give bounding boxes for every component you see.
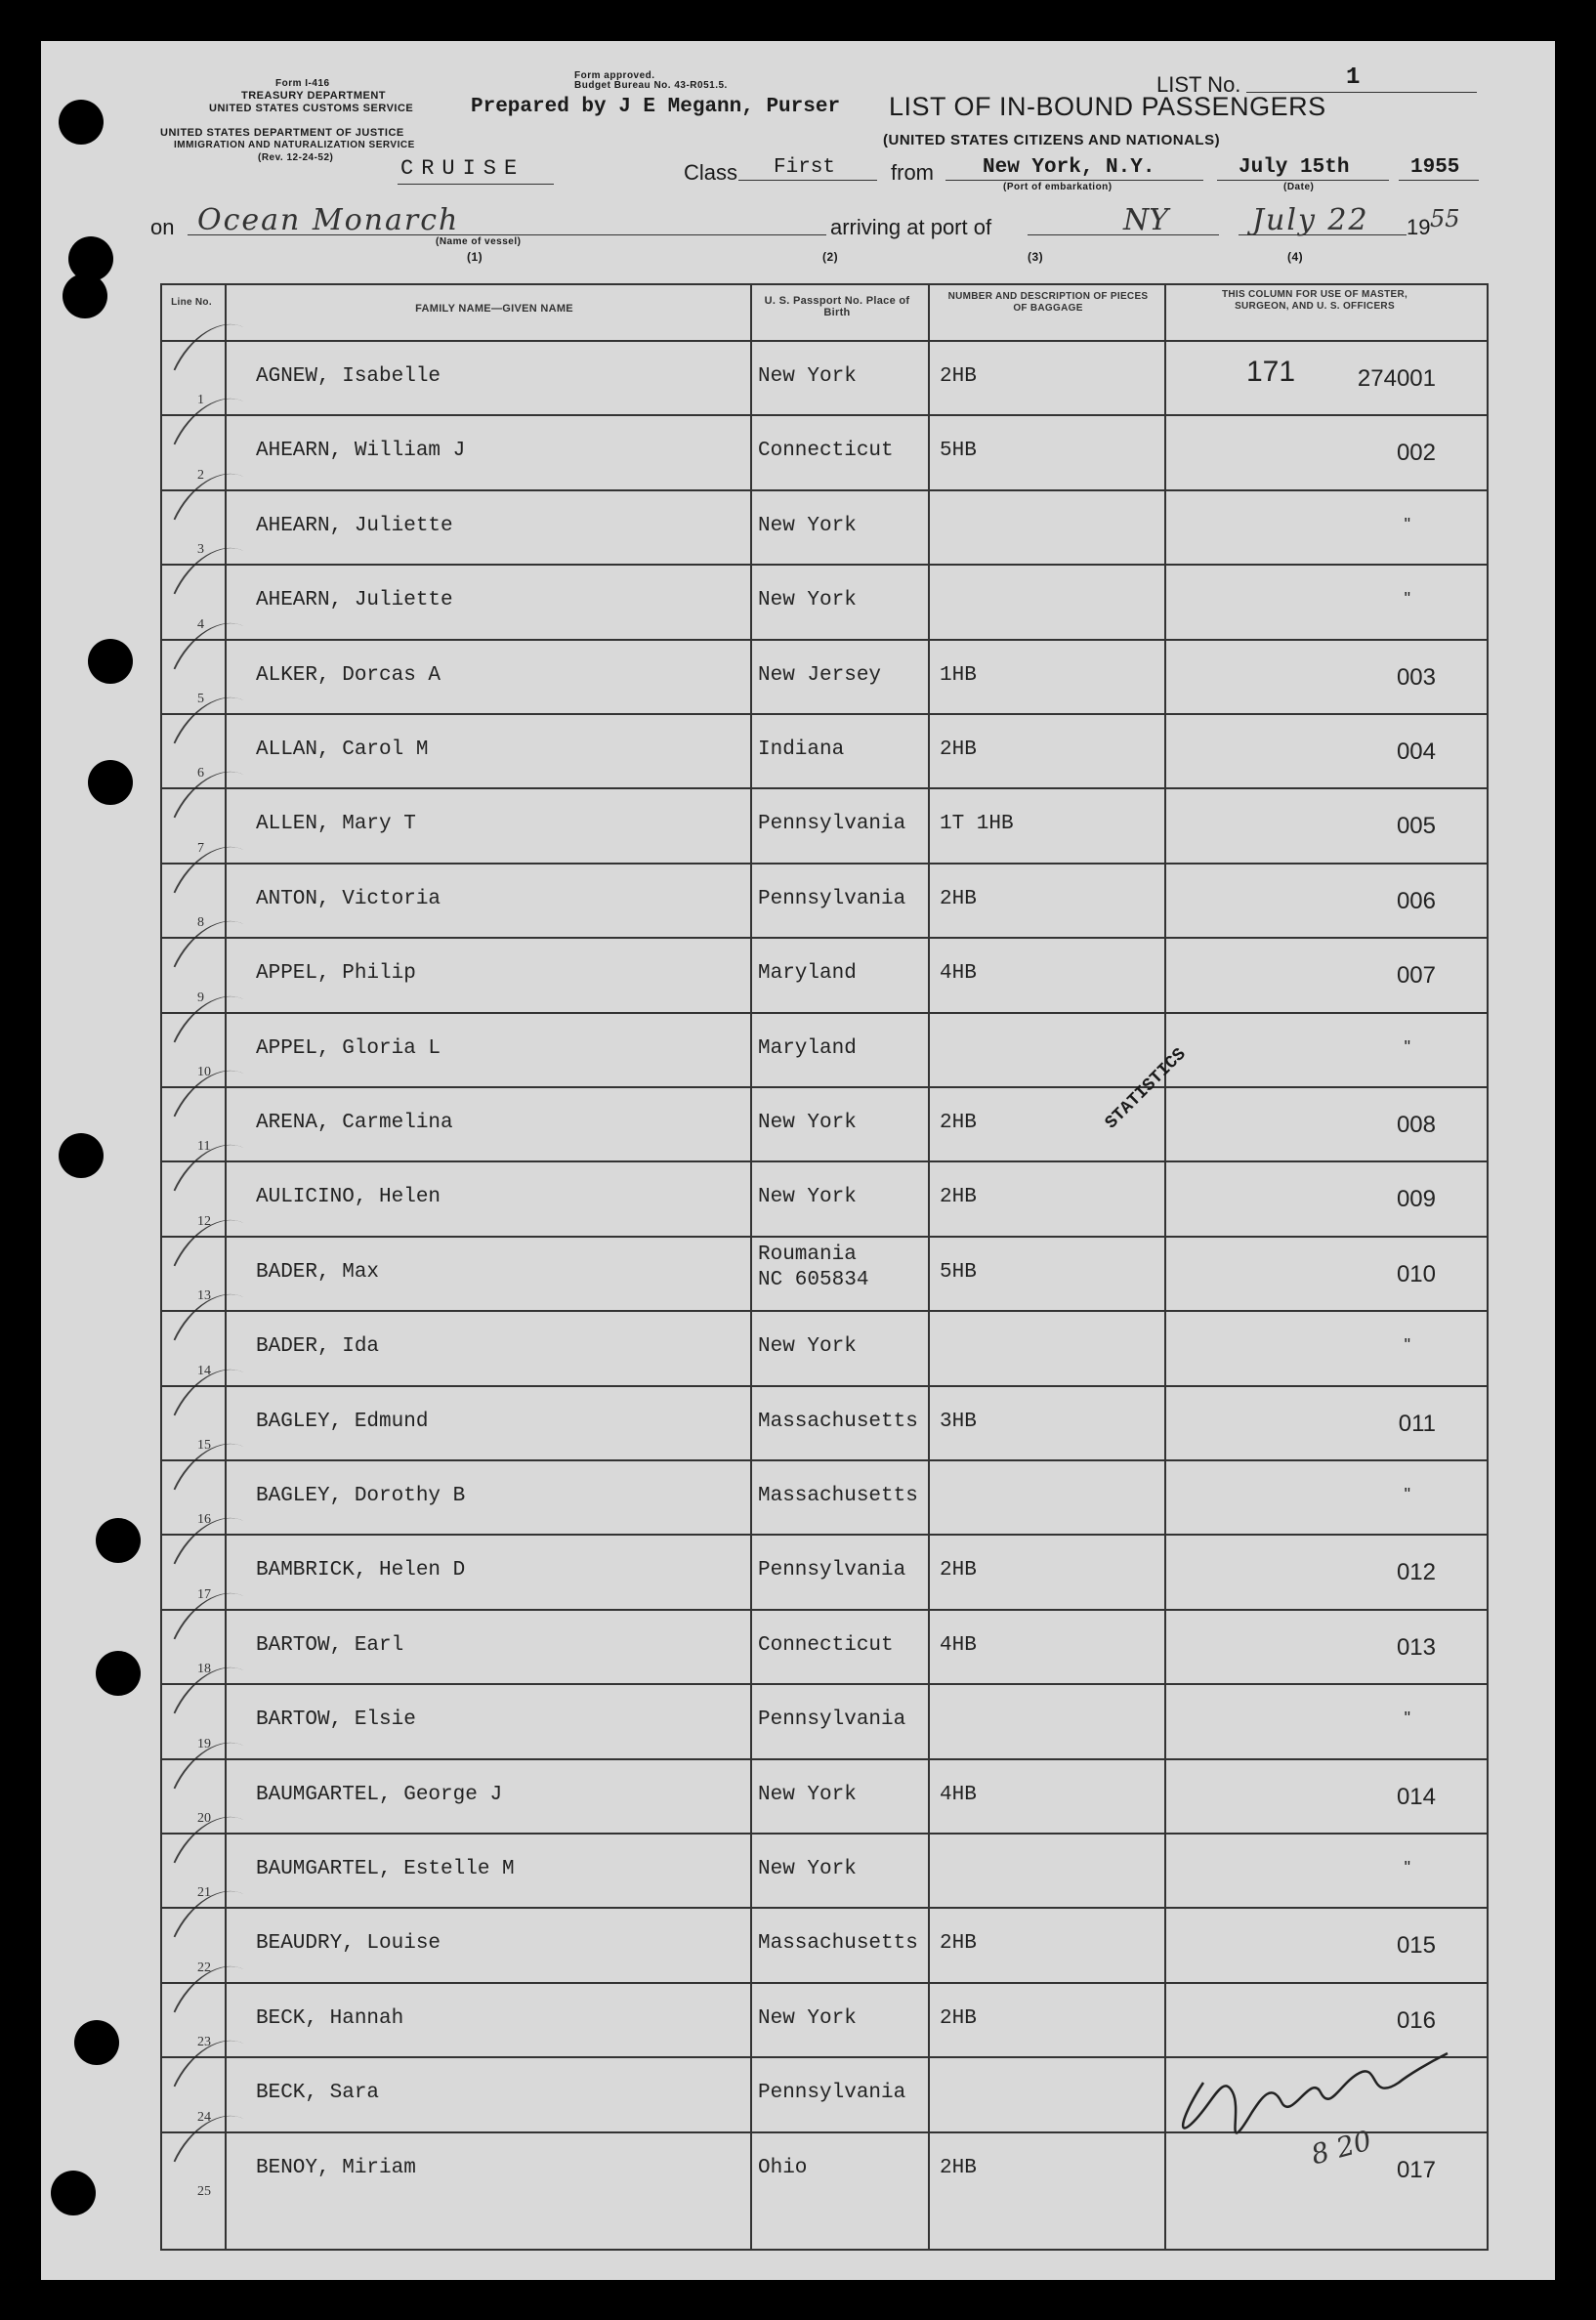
passenger-name: AHEARN, Juliette xyxy=(256,589,453,612)
passenger-name: BENOY, Miriam xyxy=(256,2156,416,2179)
passenger-name: AGNEW, Isabelle xyxy=(256,365,441,388)
table-row xyxy=(162,1236,1487,1310)
form-id: Form I-416 xyxy=(275,78,330,89)
officer-prefix: 171 xyxy=(1246,356,1296,388)
line-number: 8 xyxy=(197,915,204,931)
vessel-name-handwritten: Ocean Monarch xyxy=(197,203,460,237)
budget-bureau: Budget Bureau No. 43-R051.5. xyxy=(574,80,728,91)
header-officers: THIS COLUMN FOR USE OF MASTER, SURGEON, AND U. S. OFFICERS xyxy=(1221,289,1408,312)
officer-number: 016 xyxy=(1396,2006,1436,2034)
table-row xyxy=(162,1534,1487,1608)
passenger-name: APPEL, Philip xyxy=(256,962,416,986)
officer-number: 010 xyxy=(1396,1260,1436,1287)
passenger-table xyxy=(160,283,1489,2251)
line-number: 7 xyxy=(197,840,204,856)
line-number: 3 xyxy=(197,542,204,558)
table-row xyxy=(162,937,1487,1011)
baggage: 2HB xyxy=(940,1559,977,1582)
binder-hole xyxy=(59,1133,104,1178)
baggage: 2HB xyxy=(940,1932,977,1956)
passenger-name: BAGLEY, Dorothy B xyxy=(256,1485,466,1507)
table-row xyxy=(162,564,1487,638)
baggage: 2HB xyxy=(940,887,977,910)
passenger-name: ALLAN, Carol M xyxy=(256,738,429,761)
baggage: 2HB xyxy=(940,2006,977,2030)
header-baggage: NUMBER AND DESCRIPTION OF PIECES OF BAGGAGE xyxy=(947,291,1149,314)
line-number: 21 xyxy=(197,1885,211,1901)
officer-number: " xyxy=(1404,1036,1410,1057)
check-mark xyxy=(173,308,244,390)
baggage: 5HB xyxy=(940,1260,977,1284)
table-row xyxy=(162,787,1487,862)
officer-number: " xyxy=(1404,589,1410,610)
place-of-birth: Indiana xyxy=(758,738,845,761)
revision-date: (Rev. 12-24-52) xyxy=(258,152,334,163)
line-number: 18 xyxy=(197,1662,211,1677)
place-of-birth: Ohio xyxy=(758,2156,808,2179)
table-row xyxy=(162,1907,1487,1981)
officer-number: 274001 xyxy=(1357,365,1436,392)
officer-number: " xyxy=(1404,1858,1410,1877)
place-of-birth: Maryland xyxy=(758,1036,857,1060)
passenger-name: ALKER, Dorcas A xyxy=(256,663,441,687)
embark-port-value: New York, N.Y. xyxy=(983,156,1155,179)
place-of-birth: New York xyxy=(758,1112,857,1134)
arrival-year-handwritten: 55 xyxy=(1430,205,1460,232)
line-number: 1 xyxy=(197,393,204,408)
header-line-no: Line No. xyxy=(171,297,212,308)
baggage: 4HB xyxy=(940,1783,977,1806)
from-label: from xyxy=(891,160,934,185)
place-of-birth: Connecticut xyxy=(758,1633,894,1657)
line-number: 19 xyxy=(197,1736,211,1751)
passenger-name: BARTOW, Earl xyxy=(256,1633,404,1657)
place-of-birth: Massachusetts xyxy=(758,1485,918,1507)
officer-number: " xyxy=(1404,514,1410,534)
col-3-label: (3) xyxy=(1028,250,1044,264)
officer-number: 009 xyxy=(1396,1186,1436,1213)
binder-hole xyxy=(88,639,133,684)
officer-number: " xyxy=(1404,1708,1410,1729)
line-number: 9 xyxy=(197,990,204,1005)
line-number: 11 xyxy=(197,1139,211,1155)
baggage: 1HB xyxy=(940,663,977,687)
binder-hole xyxy=(88,760,133,805)
table-row xyxy=(162,1683,1487,1757)
line-number: 25 xyxy=(197,2183,211,2199)
statistics-stamp: STATISTICS xyxy=(1102,1044,1191,1134)
line-number: 14 xyxy=(197,1363,211,1378)
place-of-birth: Connecticut xyxy=(758,440,894,463)
place-of-birth: Pennsylvania xyxy=(758,813,906,836)
table-row xyxy=(162,1609,1487,1683)
passenger-name: AHEARN, Juliette xyxy=(256,514,453,537)
place-of-birth: New York xyxy=(758,365,857,388)
baggage: 4HB xyxy=(940,962,977,986)
place-of-birth: New York xyxy=(758,589,857,612)
binder-hole xyxy=(63,274,107,318)
line-number: 16 xyxy=(197,1512,211,1528)
arrival-port-handwritten: NY xyxy=(1123,203,1169,237)
officer-number: 014 xyxy=(1396,1783,1436,1810)
officer-number: 006 xyxy=(1396,887,1436,914)
binder-hole xyxy=(59,100,104,145)
class-label: Class xyxy=(684,160,738,185)
table-row xyxy=(162,1459,1487,1534)
line-number: 15 xyxy=(197,1437,211,1453)
passenger-name: ALLEN, Mary T xyxy=(256,813,416,836)
list-subtitle: (UNITED STATES CITIZENS AND NATIONALS) xyxy=(883,132,1221,148)
passenger-name: AULICINO, Helen xyxy=(256,1186,441,1209)
officer-number: 012 xyxy=(1396,1559,1436,1586)
place-of-birth: Roumania xyxy=(758,1243,857,1266)
passport-number: NC 605834 xyxy=(758,1268,869,1291)
table-row xyxy=(162,1758,1487,1833)
table-row xyxy=(162,1012,1487,1086)
officer-number: 011 xyxy=(1398,1410,1436,1437)
officer-number: 004 xyxy=(1396,738,1436,765)
header-passport: U. S. Passport No. Place of Birth xyxy=(764,295,910,318)
table-row xyxy=(162,414,1487,488)
line-number: 12 xyxy=(197,1213,211,1229)
table-row xyxy=(162,713,1487,787)
table-row xyxy=(162,639,1487,713)
table-row xyxy=(162,340,1487,414)
place-of-birth: New York xyxy=(758,1858,857,1880)
passenger-name: BAMBRICK, Helen D xyxy=(256,1559,466,1582)
passenger-name: ARENA, Carmelina xyxy=(256,1112,453,1134)
officer-number: 015 xyxy=(1396,1932,1436,1960)
passenger-name: BECK, Hannah xyxy=(256,2006,404,2030)
on-label: on xyxy=(150,215,175,239)
place-of-birth: New Jersey xyxy=(758,663,882,687)
line-number: 23 xyxy=(197,2035,211,2050)
document-page xyxy=(41,41,1555,2280)
table-row xyxy=(162,1385,1487,1459)
table-row xyxy=(162,1160,1487,1235)
embark-year-value: 1955 xyxy=(1410,156,1460,179)
list-no-value: 1 xyxy=(1346,64,1361,91)
place-of-birth: New York xyxy=(758,514,857,537)
place-of-birth: Massachusetts xyxy=(758,1410,918,1433)
baggage: 2HB xyxy=(940,1186,977,1209)
passenger-name: AHEARN, William J xyxy=(256,440,466,463)
passenger-name: BEAUDRY, Louise xyxy=(256,1932,441,1956)
line-number: 13 xyxy=(197,1288,211,1304)
place-of-birth: Pennsylvania xyxy=(758,1559,906,1582)
baggage: 3HB xyxy=(940,1410,977,1433)
baggage: 2HB xyxy=(940,365,977,388)
place-of-birth: Pennsylvania xyxy=(758,2082,906,2105)
treasury-dept: TREASURY DEPARTMENT xyxy=(241,90,387,102)
passenger-name: BAUMGARTEL, Estelle M xyxy=(256,1858,515,1880)
officer-number: 005 xyxy=(1396,813,1436,840)
line-number: 17 xyxy=(197,1586,211,1602)
officer-number: 007 xyxy=(1396,962,1436,990)
handwritten-signature xyxy=(1164,2004,1457,2200)
passenger-name: ANTON, Victoria xyxy=(256,887,441,910)
arrival-year-prefix: 19 xyxy=(1407,215,1431,239)
place-of-birth: Pennsylvania xyxy=(758,887,906,910)
officer-number: 013 xyxy=(1396,1633,1436,1661)
place-of-birth: New York xyxy=(758,1186,857,1209)
officer-number: 017 xyxy=(1396,2156,1436,2183)
col-1-label: (1) xyxy=(467,250,483,264)
customs-service: UNITED STATES CUSTOMS SERVICE xyxy=(209,103,414,114)
line-number: 22 xyxy=(197,1960,211,1975)
line-number: 10 xyxy=(197,1064,211,1079)
cruise-label: CRUISE xyxy=(400,156,525,181)
binder-hole xyxy=(96,1518,141,1563)
class-value: First xyxy=(774,156,836,179)
line-number: 5 xyxy=(197,691,204,706)
table-row xyxy=(162,1833,1487,1907)
officer-number: " xyxy=(1404,1485,1410,1504)
passenger-name: BADER, Max xyxy=(256,1260,380,1284)
baggage: 1T 1HB xyxy=(940,813,1014,836)
line-number: 2 xyxy=(197,467,204,483)
line-number: 4 xyxy=(197,616,204,632)
place-of-birth: Massachusetts xyxy=(758,1932,918,1956)
list-no-label: LIST No. xyxy=(1156,72,1241,97)
binder-hole xyxy=(96,1651,141,1696)
table-row xyxy=(162,489,1487,564)
handwritten-note: 8 20 xyxy=(1307,2124,1375,2172)
officer-number: 002 xyxy=(1396,440,1436,467)
port-of-embarkation-label: (Port of embarkation) xyxy=(1003,182,1113,192)
ins-service: IMMIGRATION AND NATURALIZATION SERVICE xyxy=(174,140,415,150)
passenger-name: BARTOW, Elsie xyxy=(256,1708,416,1732)
baggage: 5HB xyxy=(940,440,977,463)
col-4-label: (4) xyxy=(1287,250,1304,264)
list-title: LIST OF IN-BOUND PASSENGERS xyxy=(889,92,1326,121)
binder-hole xyxy=(51,2171,96,2215)
passenger-name: BAUMGARTEL, George J xyxy=(256,1783,503,1806)
line-number: 20 xyxy=(197,1810,211,1826)
col-2-label: (2) xyxy=(822,250,839,264)
vessel-name-label: (Name of vessel) xyxy=(436,236,522,247)
baggage: 2HB xyxy=(940,2156,977,2179)
officer-number: " xyxy=(1404,1335,1410,1356)
table-row xyxy=(162,863,1487,937)
passenger-name: BECK, Sara xyxy=(256,2082,380,2105)
justice-dept: UNITED STATES DEPARTMENT OF JUSTICE xyxy=(160,127,404,139)
place-of-birth: Maryland xyxy=(758,962,857,986)
table-row xyxy=(162,1310,1487,1384)
passenger-name: BADER, Ida xyxy=(256,1335,380,1359)
place-of-birth: New York xyxy=(758,2006,857,2030)
passenger-name: BAGLEY, Edmund xyxy=(256,1410,429,1433)
arriving-label: arriving at port of xyxy=(830,215,992,239)
line-number: 24 xyxy=(197,2109,211,2125)
officer-number: 008 xyxy=(1396,1112,1436,1138)
baggage: 2HB xyxy=(940,1112,977,1134)
prepared-by: Prepared by J E Megann, Purser xyxy=(471,96,841,118)
officer-number: 003 xyxy=(1396,663,1436,691)
arrival-date-handwritten: July 22 xyxy=(1252,203,1369,237)
form-approved: Form approved. xyxy=(574,70,655,81)
binder-hole xyxy=(74,2020,119,2065)
place-of-birth: Pennsylvania xyxy=(758,1708,906,1732)
passenger-name: APPEL, Gloria L xyxy=(256,1036,441,1060)
baggage: 4HB xyxy=(940,1633,977,1657)
date-label: (Date) xyxy=(1283,182,1315,192)
place-of-birth: New York xyxy=(758,1335,857,1359)
header-name: FAMILY NAME—GIVEN NAME xyxy=(415,303,573,315)
line-number: 6 xyxy=(197,766,204,781)
table-row xyxy=(162,1086,1487,1160)
embark-date-value: July 15th xyxy=(1239,156,1350,179)
baggage: 2HB xyxy=(940,738,977,761)
place-of-birth: New York xyxy=(758,1783,857,1806)
